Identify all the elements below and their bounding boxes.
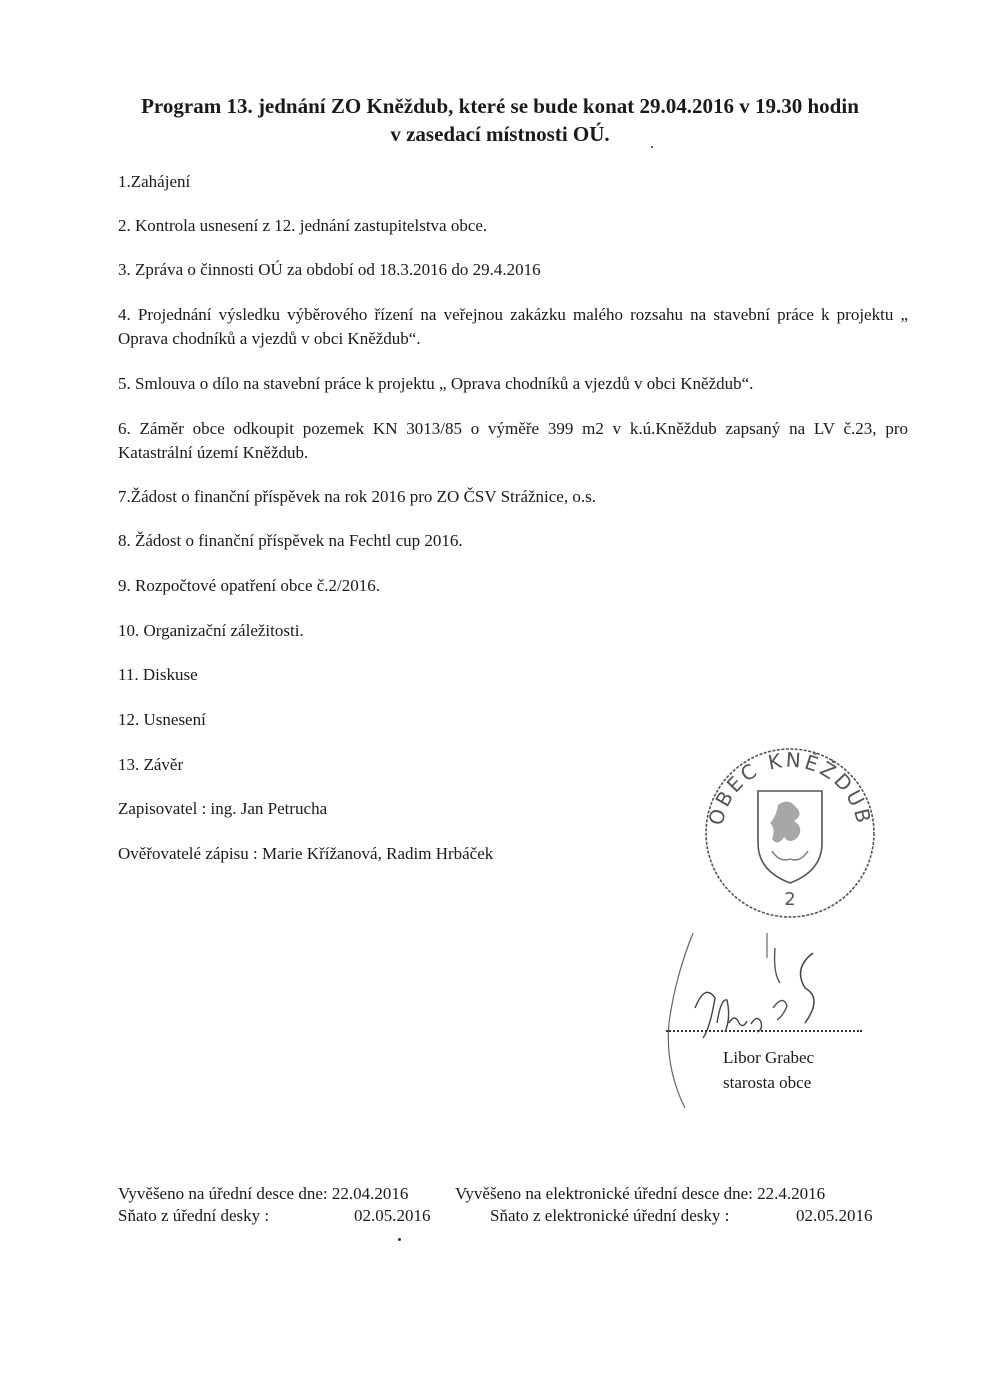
page-title bbox=[100, 92, 900, 148]
removed-electronic-date: 02.05.2016 bbox=[796, 1206, 873, 1225]
scan-speck bbox=[651, 146, 653, 148]
removed-board-label: Sňato z úřední desky : bbox=[118, 1206, 270, 1225]
agenda-item-13: 13. Závěr bbox=[118, 755, 184, 774]
signer-block bbox=[723, 1045, 814, 1095]
agenda-item-3: 3. Zpráva o činnosti OÚ za období od 18.3.2016 do 29.4.2016 bbox=[118, 260, 541, 279]
signer-position: starosta obce bbox=[723, 1073, 812, 1092]
recorder-line: Zapisovatel : ing. Jan Petrucha bbox=[118, 799, 328, 818]
agenda-item-5: 5. Smlouva o dílo na stavební práce k projektu „ Oprava chodníků a vjezdů v obci Kněždub“. bbox=[118, 374, 754, 393]
stamp-number: 2 bbox=[784, 889, 796, 910]
agenda-item-11: 11. Diskuse bbox=[118, 665, 198, 684]
agenda-item-7: 7.Žádost o finanční příspěvek na rok 2016 pro ZO ČSV Strážnice, o.s. bbox=[118, 487, 596, 506]
verifiers-line: Ověřovatelé zápisu : Marie Křížanová, Radim Hrbáček bbox=[118, 844, 494, 863]
posting-footer bbox=[118, 1183, 898, 1227]
agenda-item-2: 2. Kontrola usnesení z 12. jednání zastupitelstva obce. bbox=[118, 216, 488, 235]
agenda-item-10: 10. Organizační záležitosti. bbox=[118, 621, 304, 640]
footer-row-removed bbox=[118, 1205, 898, 1227]
agenda-item-12: 12. Usnesení bbox=[118, 710, 206, 729]
scan-speck bbox=[398, 1238, 401, 1241]
removed-electronic-label: Sňato z elektronické úřední desky : bbox=[490, 1206, 730, 1225]
footer-row-posted bbox=[118, 1183, 898, 1205]
municipal-stamp bbox=[700, 743, 880, 923]
stamp-text: OBEC KNĚŽDUB bbox=[703, 747, 877, 829]
posted-board: Vyvěšeno na úřední desce dne: 22.04.2016 bbox=[118, 1184, 409, 1203]
signer-name: Libor Grabec bbox=[723, 1048, 815, 1067]
removed-board-date: 02.05.2016 bbox=[354, 1206, 431, 1225]
agenda-item-9: 9. Rozpočtové opatření obce č.2/2016. bbox=[118, 576, 381, 595]
title-line-2: v zasedací místnosti OÚ. bbox=[390, 122, 610, 146]
agenda-item-4: 4. Projednání výsledku výběrového řízení na veřejnou zakázku malého rozsahu na stavební práce k projektu „ Oprava chodníků a vjezdů v obci Kněždub“. bbox=[118, 305, 908, 348]
posted-electronic: Vyvěšeno na elektronické úřední desce dne: 22.4.2016 bbox=[455, 1184, 826, 1203]
title-line-1: Program 13. jednání ZO Kněždub, které se bude konat 29.04.2016 v 19.30 hodin bbox=[141, 94, 859, 118]
agenda-item-1: 1.Zahájení bbox=[118, 172, 191, 191]
agenda-item-8: 8. Žádost o finanční příspěvek na Fechtl cup 2016. bbox=[118, 531, 463, 550]
signature-dotted-line bbox=[666, 1030, 862, 1034]
lion-emblem bbox=[770, 801, 800, 842]
agenda-item-6: 6. Záměr obce odkoupit pozemek KN 3013/85 o výměře 399 m2 v k.ú.Kněždub zapsaný na LV č.23, pro Katastrální území Kněždub. bbox=[118, 419, 908, 462]
